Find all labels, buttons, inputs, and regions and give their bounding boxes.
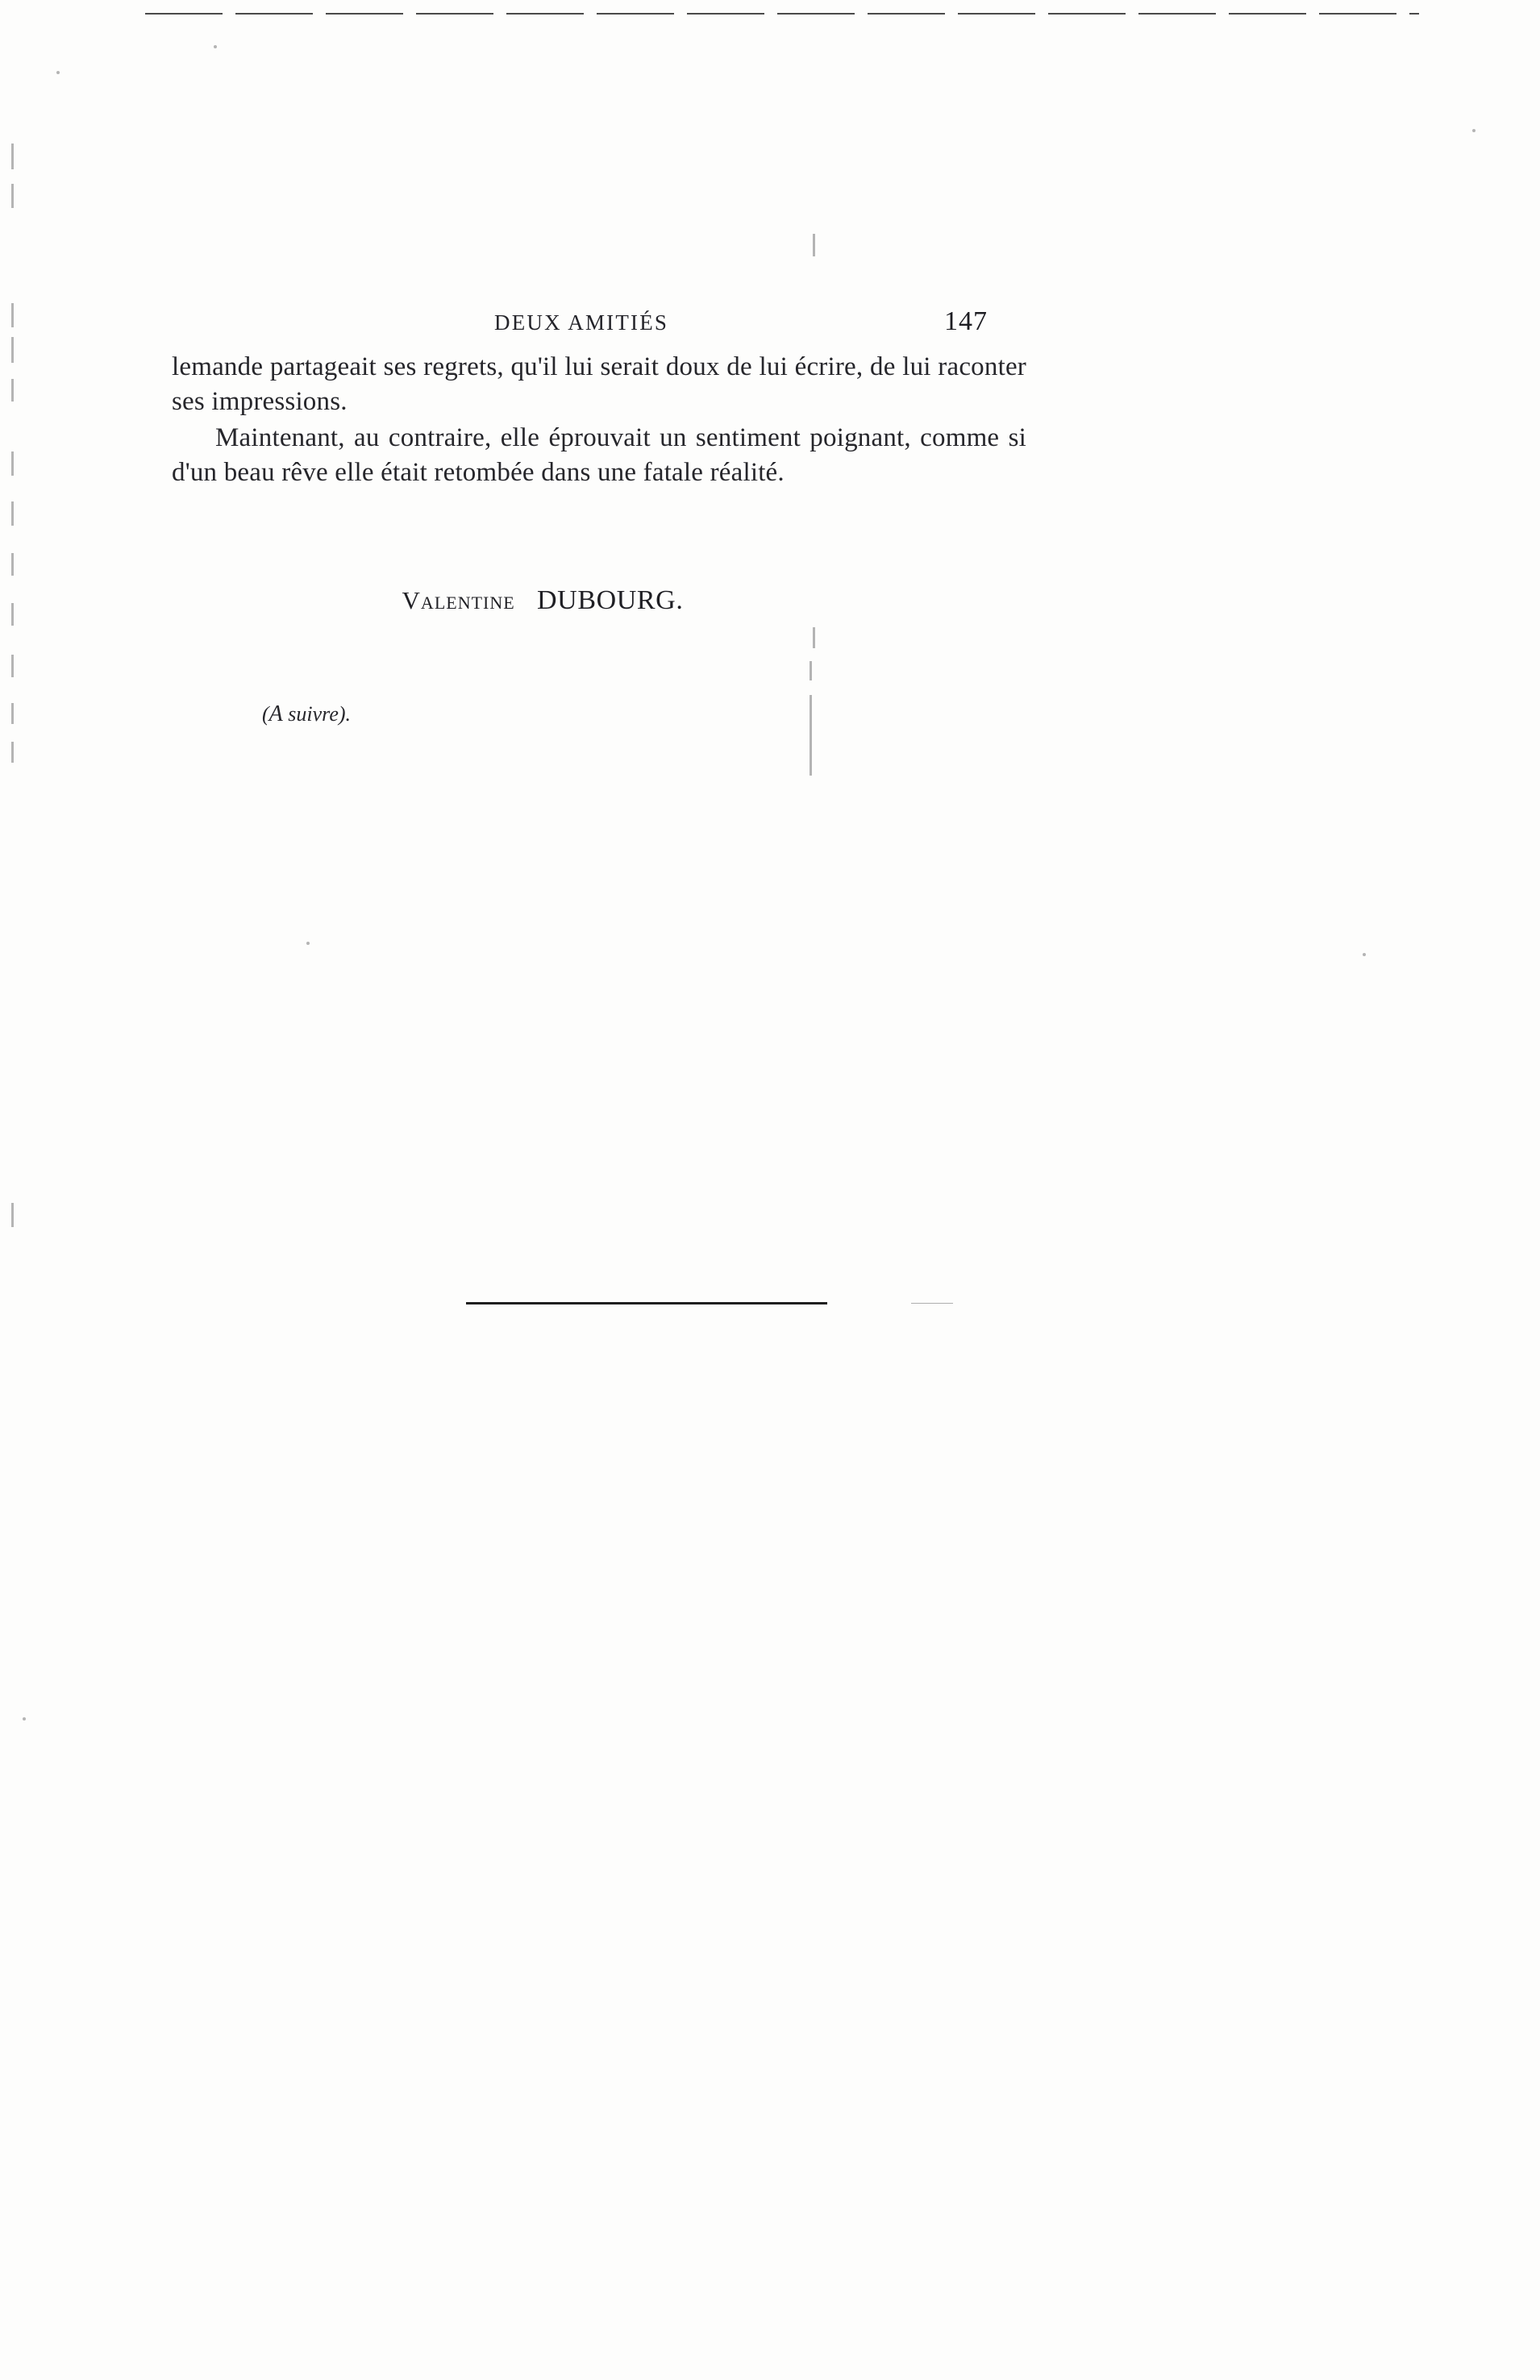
top-crop-rule [145,13,1419,15]
page-content [172,306,1026,727]
paragraph-2: Maintenant, au contraire, elle éprouvait un sentiment poignant, comme si d'un beau rêve elle était retombée dans une fatale réalité. [172,422,1026,487]
author-signature [172,585,1026,616]
running-head-title: DEUX AMITIÉS [494,310,669,335]
continuation-close-paren: ). [338,701,352,726]
running-head [172,306,1026,337]
section-divider-rule [466,1302,827,1304]
page-number: 147 [944,306,988,336]
continuation-note [172,701,1026,727]
continuation-word: suivre [282,701,339,726]
continuation-initial: A [268,701,283,726]
continuation-open-paren: ( [262,701,269,726]
paragraph-1: lemande partageait ses regrets, qu'il lui serait doux de lui écrire, de lui raconter ses impressions. [172,352,1026,416]
author-first-name: Valentine [402,585,515,614]
author-last-name: DUBOURG. [537,585,684,615]
